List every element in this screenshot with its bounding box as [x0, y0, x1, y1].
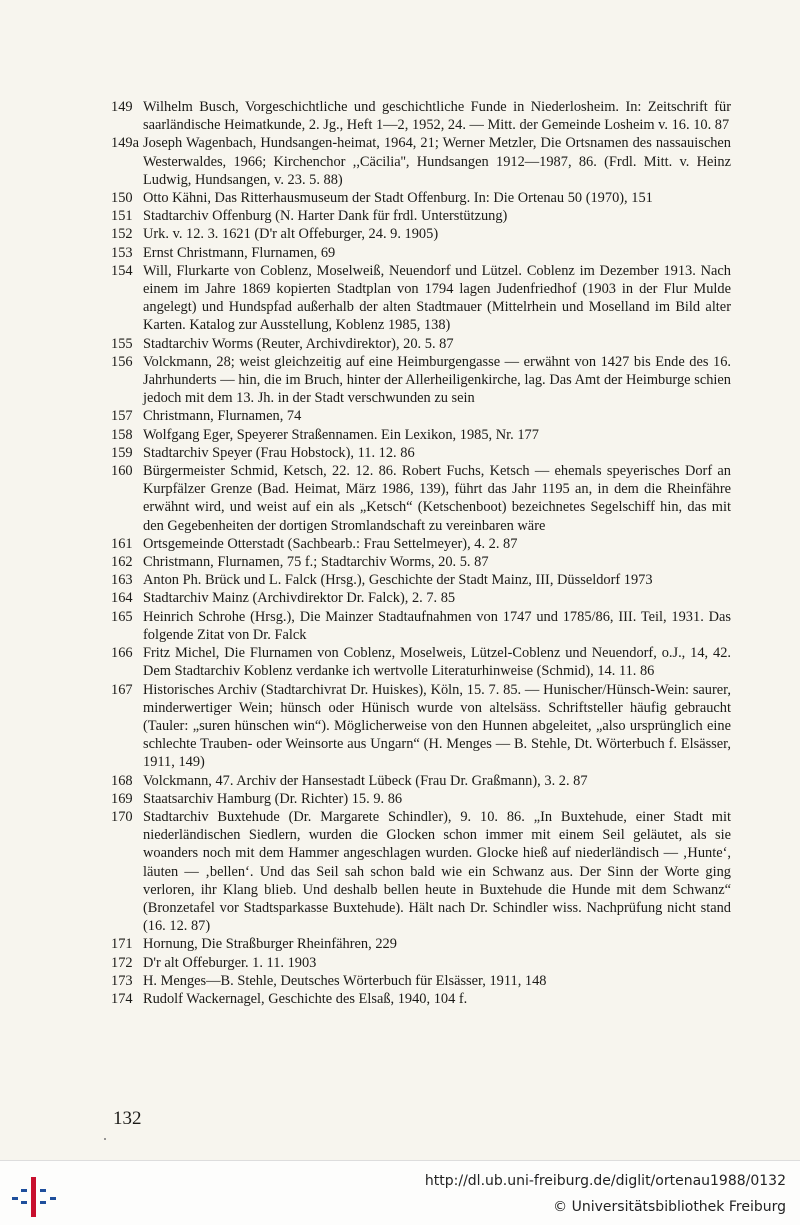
- footnote-154: [113, 262, 731, 335]
- footnote-number: 167: [111, 681, 133, 698]
- footnote-170: [113, 808, 731, 935]
- footnote-number: 157: [111, 408, 133, 425]
- footnote-text: Christmann, Flurnamen, 74: [143, 408, 302, 425]
- footnote-number: 153: [111, 244, 133, 261]
- footnote-number: 172: [111, 954, 133, 971]
- footnote-number: 149: [111, 99, 133, 115]
- footnote-number: 150: [111, 190, 133, 207]
- footnote-text: Stadtarchiv Worms (Reuter, Archivdirektor), 20. 5. 87: [143, 335, 454, 352]
- footnote-text: Staatsarchiv Hamburg (Dr. Richter) 15. 9. 86: [143, 790, 403, 807]
- footnote-161: [113, 535, 731, 553]
- footnote-text: Stadtarchiv Mainz (Archivdirektor Dr. Falck), 2. 7. 85: [143, 590, 456, 607]
- footnote-number: 155: [111, 335, 133, 352]
- footnote-153: [113, 244, 731, 262]
- footnote-number: 158: [111, 426, 133, 443]
- footnote-160: [113, 462, 731, 535]
- footnote-150: [113, 189, 731, 207]
- footnote-text: Joseph Wagenbach, Hundsangen-heimat, 1964, 21; Werner Metzler, Die Ortsnamen des nassauischen Westerwaldes, 1966; Kirchenchor ,,Cäcilia'', Hundsangen 1912—1987, 86. (Frdl. Mitt. v. Heinz Ludwig, Hundsangen, v. 23. 5. 88): [143, 135, 731, 188]
- footnote-163: [113, 571, 731, 589]
- footnote-159: [113, 444, 731, 462]
- footnote-174: [113, 990, 731, 1008]
- footnote-number: 162: [111, 554, 133, 571]
- footnote-text: Anton Ph. Brück und L. Falck (Hrsg.), Geschichte der Stadt Mainz, III, Düsseldorf 1973: [143, 572, 653, 589]
- ub-freiburg-logo-icon: [12, 1175, 60, 1219]
- footnote-text: Ortsgemeinde Otterstadt (Sachbearb.: Frau Settelmeyer), 4. 2. 87: [143, 535, 518, 552]
- footnote-text: Ernst Christmann, Flurnamen, 69: [143, 244, 336, 261]
- footnote-number: 164: [111, 590, 133, 607]
- footnote-number: 156: [111, 353, 133, 370]
- footnote-number: 151: [111, 208, 133, 225]
- footnote-text: Otto Kähni, Das Ritterhausmuseum der Stadt Offenburg. In: Die Ortenau 50 (1970), 151: [143, 190, 653, 207]
- footnote-155: [113, 335, 731, 353]
- footnote-172: [113, 954, 731, 972]
- footnote-149: [113, 98, 731, 134]
- footnote-text: Wolfgang Eger, Speyerer Straßennamen. Ein Lexikon, 1985, Nr. 177: [143, 426, 539, 443]
- footnote-number: 154: [111, 262, 133, 279]
- footnote-text: Wilhelm Busch, Vorgeschichtliche und geschichtliche Funde in Niederlosheim. In: Zeitschrift für saarländische Heimatkunde, 2. Jg., Heft 1—2, 1952, 24. — Mitt. der Gemeinde Losheim v. 16. 10. 87: [143, 99, 731, 134]
- footnote-156: [113, 353, 731, 408]
- footnote-number: 163: [111, 572, 133, 589]
- footnote-number: 159: [111, 444, 133, 461]
- footnote-number: 152: [111, 226, 133, 243]
- footnote-text: Stadtarchiv Buxtehude (Dr. Margarete Schindler), 9. 10. 86. „In Buxtehude, einer Stadt mit niederländischen Siedlern, wurden die Glocken schon immer mit einem Seil geläutet, als sie woanders noch mit dem Hammer angeschlagen wurden. Glocke hieß auf niederländisch — ‚Hunte‘, läuten — ‚bellen‘. Und das Seil sah schon bald wie ein Schwanz aus. Der Sinn der Worte ging verloren, ihr Klang blieb. Und deshalb bellen heute in Buxtehude die Hunde mit dem Schwanz“ (Bronzetafel vor Stadtsparkasse Buxtehude). Hält nach Dr. Schindler wiss. Nachprüfung nicht stand (16. 12. 87): [143, 808, 731, 935]
- footnote-number: 149a: [111, 135, 139, 152]
- footnote-text: Urk. v. 12. 3. 1621 (D'r alt Offeburger, 24. 9. 1905): [143, 226, 439, 243]
- footnote-list: [113, 98, 731, 1008]
- footnote-text: Fritz Michel, Die Flurnamen von Coblenz, Moselweis, Lützel-Coblenz und Neuendorf, o.J., 14, 42. Dem Stadtarchiv Koblenz verdanke ich wertvolle Literaturhinweise (Schmid), 14. 11. 86: [143, 645, 731, 680]
- footnote-number: 169: [111, 790, 133, 807]
- footnote-169: [113, 790, 731, 808]
- footnote-number: 174: [111, 990, 133, 1007]
- footnote-text: Historisches Archiv (Stadtarchivrat Dr. Huiskes), Köln, 15. 7. 85. — Hunischer/Hünsch-Wein: saurer, minderwertiger Wein; hünsch oder Hünisch wurde von altelsäss. Schriftsteller häufig gebraucht (Tauler: „suren hünschen win“). Möglicherweise von den Hunnen abgeleitet, „also ursprünglich eine schlechte Trauben- oder Weinsorte aus Ungarn“ (H. Menges — B. Stehle, Dt. Wörterbuch f. Elsässer, 1911, 149): [143, 681, 731, 771]
- footnote-165: [113, 608, 731, 644]
- footnote-number: 166: [111, 645, 133, 662]
- footnote-text: Hornung, Die Straßburger Rheinfähren, 229: [143, 936, 397, 953]
- copyright-text: © Universitätsbibliothek Freiburg: [553, 1199, 786, 1215]
- footnote-number: 160: [111, 463, 133, 480]
- footnote-166: [113, 644, 731, 680]
- footnote-162: [113, 553, 731, 571]
- source-url-link[interactable]: http://dl.ub.uni-freiburg.de/diglit/ortenau1988/0132: [424, 1173, 786, 1189]
- footnote-157: [113, 407, 731, 425]
- footnote-number: 173: [111, 972, 133, 989]
- footnote-173: [113, 972, 731, 990]
- page-number: 132: [113, 1108, 142, 1129]
- footnote-number: 171: [111, 936, 133, 953]
- footnote-151: [113, 207, 731, 225]
- footnote-164: [113, 589, 731, 607]
- footnote-text: H. Menges—B. Stehle, Deutsches Wörterbuch für Elsässer, 1911, 148: [143, 972, 547, 989]
- footnote-text: Will, Flurkarte von Coblenz, Moselweiß, Neuendorf und Lützel. Coblenz im Dezember 1913. Nach einem im Jahre 1869 kopierten Stadtplan von 1794 lagen Judenfriedhof (1903 in der Flur Mulde angelegt) und Hundspfad außerhalb der alten Stadtmauer (Mittelrhein und Moselland im Bild alter Karten. Katalog zur Ausstellung, Koblenz 1985, 138): [143, 262, 731, 334]
- footnote-number: 170: [111, 808, 133, 825]
- footnote-text: Volckmann, 28; weist gleichzeitig auf eine Heimburgengasse — erwähnt von 1427 bis Ende des 16. Jahrhunderts — hin, die im Bruch, hinter der Allerheiligenkirche, lag. Das Amt der Heimburge schien jedoch mit dem 13. Jh. in der Stadt verschwunden zu sein: [143, 353, 731, 407]
- footnote-158: [113, 426, 731, 444]
- footnote-text: Bürgermeister Schmid, Ketsch, 22. 12. 86. Robert Fuchs, Ketsch — ehemals speyerisches Dorf an Kurpfälzer Grenze (Bad. Heimat, März 1986, 139), führt das Jahr 1195 an, in dem die Rheinfähre erwähnt wird, und weist auf ein als „Ketsch“ (Ketschenboot) bezeichnetes Segelschiff hin, das mit den Gegebenheiten der dortigen Stromlandschaft zu vereinbaren wäre: [143, 463, 731, 534]
- footnote-number: 161: [111, 535, 133, 552]
- footnote-number: 165: [111, 608, 133, 625]
- footnote-text: Stadtarchiv Speyer (Frau Hobstock), 11. 12. 86: [143, 444, 415, 461]
- footnote-167: [113, 681, 731, 772]
- footnote-171: [113, 935, 731, 953]
- footnote-text: Rudolf Wackernagel, Geschichte des Elsaß, 1940, 104 f.: [143, 990, 468, 1007]
- footnote-168: [113, 772, 731, 790]
- footnote-text: Volckmann, 47. Archiv der Hansestadt Lübeck (Frau Dr. Graßmann), 3. 2. 87: [143, 772, 588, 789]
- footnote-text: D'r alt Offeburger. 1. 11. 1903: [143, 954, 317, 971]
- footnote-number: 168: [111, 772, 133, 789]
- footnote-text: Heinrich Schrohe (Hrsg.), Die Mainzer Stadtaufnahmen von 1747 und 1785/86, III. Teil, 1931. Das folgende Zitat von Dr. Falck: [143, 608, 731, 643]
- speck: [104, 1138, 106, 1140]
- footnote-149a: [113, 134, 731, 189]
- footnote-text: Christmann, Flurnamen, 75 f.; Stadtarchiv Worms, 20. 5. 87: [143, 554, 489, 571]
- footnote-152: [113, 225, 731, 243]
- footer-bar: [0, 1160, 800, 1225]
- footnote-text: Stadtarchiv Offenburg (N. Harter Dank für frdl. Unterstützung): [143, 208, 508, 225]
